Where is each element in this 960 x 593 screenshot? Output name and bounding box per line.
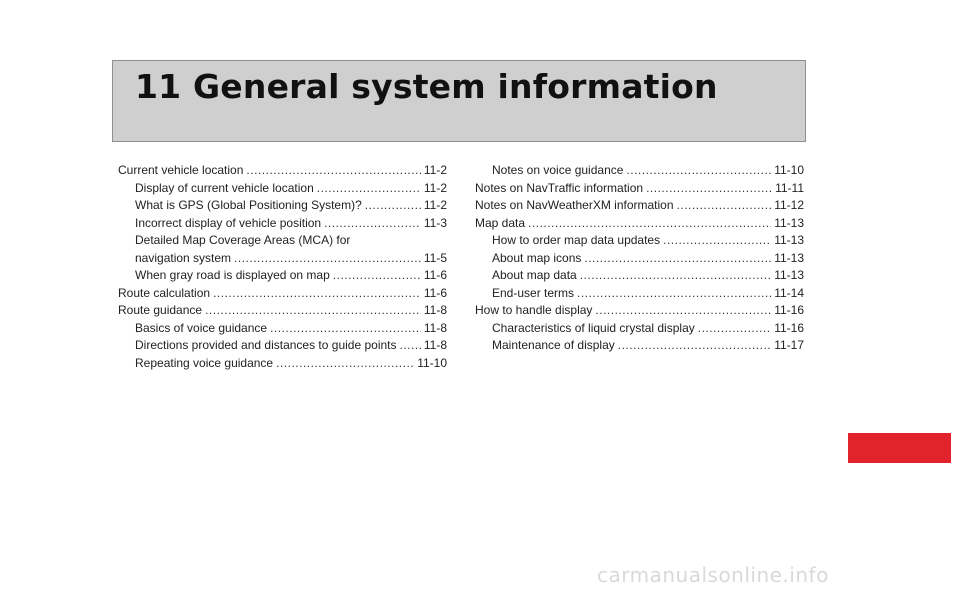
- toc-subentry[interactable]: Display of current vehicle location ..... 11-2: [118, 180, 447, 198]
- toc-entry[interactable]: Route guidance ..... 11-8: [118, 302, 447, 320]
- toc-entry[interactable]: Map data ..... 11-13: [475, 215, 804, 233]
- toc-subentry[interactable]: Notes on voice guidance ..... 11-10: [475, 162, 804, 180]
- toc-entry[interactable]: How to handle display ..... 11-16: [475, 302, 804, 320]
- toc-page-number: 11-2: [423, 180, 447, 195]
- toc-page-number: 11-14: [774, 285, 804, 300]
- toc-subentry[interactable]: How to order map data updates ..... 11-13: [475, 232, 804, 250]
- chapter-title: 11 General system information: [135, 67, 718, 106]
- toc-page-number: 11-2: [423, 163, 447, 177]
- watermark: carmanualsonline.info: [597, 563, 829, 587]
- toc-page-number: 11-6: [423, 285, 447, 300]
- chapter-index-tab[interactable]: [848, 433, 951, 463]
- toc-subentry[interactable]: End-user terms ..... 11-14: [475, 285, 804, 303]
- toc-page-number: 11-8: [423, 303, 447, 317]
- toc-page-number: 11-6: [423, 268, 447, 282]
- toc-subentry[interactable]: Maintenance of display ..... 11-17: [475, 337, 804, 355]
- toc-page-number: 11-13: [774, 233, 804, 247]
- toc-subentry[interactable]: Repeating voice guidance ..... 11-10: [118, 355, 447, 373]
- toc-right-column: [475, 162, 804, 355]
- toc-subentry[interactable]: Directions provided and distances to guide points ..... 11-8: [118, 337, 447, 355]
- chapter-header: [112, 60, 806, 142]
- toc-page-number: 11-17: [774, 338, 804, 352]
- toc-page-number: 11-8: [423, 320, 447, 335]
- toc-page-number: 11-8: [423, 338, 447, 352]
- toc-page-number: 11-13: [774, 250, 804, 265]
- toc-subentry[interactable]: Basics of voice guidance ..... 11-8: [118, 320, 447, 338]
- toc-entry[interactable]: Current vehicle location ..... 11-2: [118, 162, 447, 180]
- toc-subentry[interactable]: Incorrect display of vehicle position ..... 11-3: [118, 215, 447, 233]
- toc-page-number: 11-3: [423, 215, 447, 230]
- toc-subentry[interactable]: When gray road is displayed on map ..... 11-6: [118, 267, 447, 285]
- toc-page-number: 11-12: [774, 198, 804, 212]
- toc-page-number: 11-10: [417, 355, 447, 370]
- toc-page-number: 11-5: [423, 250, 447, 265]
- toc-subentry[interactable]: What is GPS (Global Positioning System)? ..... 11-2: [118, 197, 447, 215]
- toc-left-column: [118, 162, 447, 372]
- toc-subentry[interactable]: Detailed Map Coverage Areas (MCA) for navigation system ..... 11-5: [118, 232, 447, 267]
- toc-page-number: 11-16: [774, 303, 804, 317]
- toc-entry[interactable]: Notes on NavWeatherXM information ..... 11-12: [475, 197, 804, 215]
- toc-entry[interactable]: Notes on NavTraffic information ..... 11-11: [475, 180, 804, 198]
- toc-page-number: 11-16: [774, 320, 804, 335]
- toc-page-number: 11-2: [423, 198, 447, 212]
- toc-page-number: 11-10: [774, 163, 804, 177]
- toc-subentry[interactable]: About map icons ..... 11-13: [475, 250, 804, 268]
- toc-entry[interactable]: Route calculation ..... 11-6: [118, 285, 447, 303]
- toc-page-number: 11-13: [774, 268, 804, 282]
- toc-page-number: 11-11: [775, 180, 804, 195]
- toc-subentry[interactable]: Characteristics of liquid crystal display ..... 11-16: [475, 320, 804, 338]
- toc-page-number: 11-13: [774, 215, 804, 230]
- toc-subentry[interactable]: About map data ..... 11-13: [475, 267, 804, 285]
